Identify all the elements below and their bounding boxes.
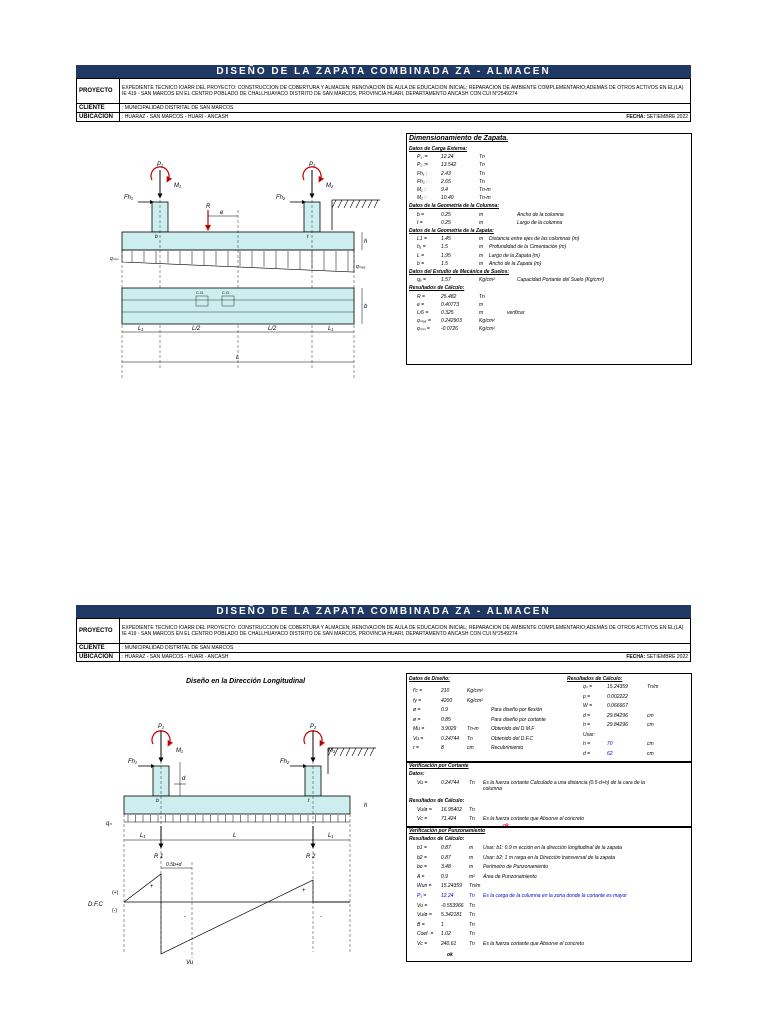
columna-unit: m xyxy=(479,211,484,218)
section-zapata: Datos de la Geometría de la Zapata: xyxy=(409,228,494,234)
punz-desc: Usar: b2: 1 m rarga en la Dirección transversal de la zapata xyxy=(483,854,616,861)
label-fh2-b: Fh₂ xyxy=(280,759,290,765)
zapata-desc: Profundidad de la Cimentación (m) xyxy=(489,244,567,251)
ok-badge-2: ok xyxy=(447,952,453,958)
label-plus: (+) xyxy=(112,890,119,896)
datos-value: 0.24744 xyxy=(441,735,460,742)
label-d: d xyxy=(182,776,186,782)
zapata-unit: m xyxy=(479,244,484,251)
columna-desc: Largo de la columna xyxy=(517,219,563,226)
carga-key: P₂ := xyxy=(417,162,428,169)
label-r1: R 1 xyxy=(154,854,164,860)
carga-key: Fh₁ : xyxy=(417,170,428,177)
punching-check-panel xyxy=(406,826,692,962)
section-columna: Datos de la Geometría de la Columna: xyxy=(409,203,500,210)
resultados-key: qₘᵢₙ = xyxy=(417,326,430,333)
dimension-panel xyxy=(406,133,692,365)
cortante-res-key: Vc = xyxy=(417,816,428,822)
zapata-desc: Ancho de la Zapata (m) xyxy=(489,260,542,267)
res-value: 62 xyxy=(607,750,613,757)
label-cg2: C.G. xyxy=(222,290,231,295)
section-datos: Datos de Diseño: xyxy=(409,676,450,682)
punz-value: -0.553966 xyxy=(441,902,464,909)
label-t-b: t xyxy=(308,798,310,804)
datos-value: 4200 xyxy=(441,697,453,704)
panel-title: Dimensionamiento de Zapata. xyxy=(409,135,509,142)
punz-value: 3.48 xyxy=(441,864,451,871)
resultados-value: -0.0726 xyxy=(441,326,458,333)
label-h: h xyxy=(364,239,368,245)
cliente-label: CLIENTE xyxy=(77,104,120,113)
res-value: 0.002222 xyxy=(607,693,628,700)
columna-unit: m xyxy=(479,219,484,226)
resultados-key: L/6 = xyxy=(417,310,429,316)
datos-desc: Obtenido del D.F.C xyxy=(491,735,534,742)
res-value: 15.24359 xyxy=(607,684,628,690)
cliente-label-2: CLIENTE xyxy=(77,644,120,653)
punz-unit: Tn xyxy=(469,931,475,938)
label-p1: P₁ xyxy=(157,162,163,168)
label-l: L xyxy=(236,355,240,361)
res-value: 29.84296 xyxy=(607,712,628,719)
ok-badge-1: ok xyxy=(503,823,509,829)
label-p2: P₂ xyxy=(309,162,316,168)
resultados-unit: m xyxy=(479,301,484,308)
suelos-desc: Capacidad Portante del Suelo (Kg/cm²) xyxy=(517,277,604,284)
label-m2-b: M₂ xyxy=(328,748,336,754)
punz-key: P₁ = xyxy=(417,893,427,899)
columna-key: b = xyxy=(417,211,425,218)
resultados-desc: verificar xyxy=(507,310,525,316)
label-h-b: h xyxy=(364,803,368,809)
design-data-panel xyxy=(406,673,692,763)
fecha-value-2: SETIEMBRE 2022 xyxy=(646,654,688,660)
res-unit: cm xyxy=(647,722,654,728)
label-cg1: C.G. xyxy=(196,290,205,295)
punz-value: 0.87 xyxy=(441,845,451,851)
carga-value: 13.542 xyxy=(441,162,457,169)
fecha-label-2: FECHA: xyxy=(626,654,646,660)
suelos-value: 1.57 xyxy=(441,277,451,284)
zapata-key: b = xyxy=(417,260,425,267)
label-dist: 0.5b+d xyxy=(166,862,182,868)
label-minus: (-) xyxy=(112,908,117,914)
columna-value: 0.25 xyxy=(441,219,451,226)
label-b-plan: b xyxy=(364,304,368,310)
cortante-res-key: Vu/ø = xyxy=(417,807,432,813)
resultados-key: R = xyxy=(417,293,425,300)
proyecto-text-2: EXPEDIENTE TECNICO IOARR DEL PROYECTO: CONSTRUCCION DE COBERTURA Y ALMACEN; RENOVACION DE AULA DE EDUCACION INICIAL; REPARACION DE AMBIENTE COMPLEMENTARIO;ADEMÁS DE OTROS ACTIVOS EN EL(LA) IE 419 - SAN MARCOS EN EL CENTRO POBLADO DE CHALLHUAYACO DISTRITO DE SAN MARCOS, PROVINCIA HUARI, DEPARTAMENTO ANCASH CON CUI N°2549274 xyxy=(120,619,691,644)
sign-plus-1: + xyxy=(150,884,154,890)
punz-unit: m² xyxy=(469,873,475,880)
res-unit: cm xyxy=(647,741,654,747)
header-table xyxy=(76,78,691,122)
label-r2: R 2 xyxy=(306,854,316,860)
label-dfc: D.F.C xyxy=(88,902,103,908)
res-key: Usar: xyxy=(583,731,595,738)
carga-key: M₂ : xyxy=(417,195,426,202)
zapata-unit: m xyxy=(479,252,484,259)
zapata-value: 1.5 xyxy=(441,260,448,267)
punz-value: 0.9 xyxy=(441,873,448,880)
proyecto-label: PROYECTO xyxy=(77,79,120,104)
carga-key: P₁ := xyxy=(417,154,428,161)
datos-desc: Obtenido del D.M.F xyxy=(491,726,535,732)
carga-unit: Tn xyxy=(479,162,485,169)
cortante-key: Vu = xyxy=(417,780,428,786)
res-key: h = xyxy=(583,722,591,728)
resultados-key: qₘₐₓ = xyxy=(417,318,431,325)
punz-value: 240.61 xyxy=(441,941,457,947)
zapata-key: L1 = xyxy=(417,236,427,243)
longitudinal-design-diagram xyxy=(88,722,388,1012)
res-value: 70 xyxy=(607,741,613,747)
cortante-desc: Es la fuerza cortante Calculado a una distancia (0.5·d+h) de la cara de la columna xyxy=(483,780,645,792)
label-l1-c: L₁ xyxy=(140,833,146,839)
resultados-unit: Kg/cm² xyxy=(479,318,495,325)
datos-value: 8 xyxy=(441,745,444,751)
punz-key: Wun = xyxy=(417,883,432,890)
sheet-title-2: DISEÑO DE LA ZAPATA COMBINADA ZA - ALMACEN xyxy=(76,605,691,618)
res-key: h = xyxy=(583,741,591,747)
label-fh1: Fh₁ xyxy=(124,195,133,201)
punz-unit: Tn xyxy=(469,902,475,909)
datos-unit: cm xyxy=(467,745,474,751)
punz-key: b1 = xyxy=(417,845,427,851)
datos-desc: Para diseño por flexión xyxy=(491,707,543,713)
res-value: 0.066667 xyxy=(607,703,628,709)
fecha-label: FECHA: xyxy=(626,114,646,120)
res-key: qₙ = xyxy=(583,684,593,690)
datos-key: ø = xyxy=(413,707,421,713)
sheet-title: DISEÑO DE LA ZAPATA COMBINADA ZA - ALMACEN xyxy=(76,65,691,78)
punz-key: A = xyxy=(417,873,425,880)
label-qmin: qₘᵢₙ xyxy=(110,256,119,262)
zapata-value: 1.5 xyxy=(441,244,448,251)
label-fh1-b: Fh₁ xyxy=(128,759,137,765)
carga-unit: Tn xyxy=(479,178,485,185)
punz-unit: Tn xyxy=(469,941,475,947)
cliente-text: : MUNICIPALIDAD DISTRITAL DE SAN MARCOS xyxy=(120,104,691,113)
resultados-unit: Tn xyxy=(479,293,485,300)
cliente-text-2: : MUNICIPALIDAD DISTRITAL DE SAN MARCOS xyxy=(120,644,691,653)
resultados-unit: m xyxy=(479,310,484,316)
zapata-unit: m xyxy=(479,236,484,243)
punz-key: bo = xyxy=(417,864,427,871)
section-resultados: Resultados de Cálculo: xyxy=(409,285,465,292)
sign-plus-2: + xyxy=(302,888,306,894)
sheet-2 xyxy=(76,605,691,662)
carga-value: 2.43 xyxy=(441,170,451,177)
punz-key: B = xyxy=(417,921,425,928)
datos-value: 3.9029 xyxy=(441,726,457,732)
label-l1: L₁ xyxy=(138,326,144,332)
label-qmax: qₘₐₓ xyxy=(356,264,366,270)
punz-key: Vu/ø = xyxy=(417,912,432,919)
punz-unit: Tn xyxy=(469,921,475,928)
shear-check-panel xyxy=(406,761,692,828)
datos-key: fy = xyxy=(413,697,422,704)
punz-res-label: Resultados de Cálculo: xyxy=(409,836,465,842)
sheet-1 xyxy=(76,65,691,122)
carga-key: Fh₂ : xyxy=(417,178,428,185)
carga-value: 9.4 xyxy=(441,187,448,193)
longitudinal-title: Diseño en la Dirección Longitudinal xyxy=(186,678,306,685)
datos-key: f'c = xyxy=(413,688,423,694)
res-unit: cm xyxy=(647,712,654,719)
ubicacion-text: : HUARAZ - SAN MARCOS - HUARI - ANCASH xyxy=(122,114,229,120)
cortante-res-label: Resultados de Cálculo: xyxy=(409,798,465,804)
punz-desc: Usar: b1: 0.9 m ección en la dirección longitudinal de la zapata xyxy=(483,845,622,851)
datos-value: 0.85 xyxy=(441,716,451,723)
zapata-key: h₁ = xyxy=(417,244,426,251)
carga-value: 2.65 xyxy=(441,178,451,185)
datos-value: 210 xyxy=(441,688,450,694)
punz-value: 5.342181 xyxy=(441,912,462,919)
datos-key: r = xyxy=(413,745,419,751)
section-carga: Datos de Carga Externa: xyxy=(409,146,468,152)
res-key: d = xyxy=(583,712,591,719)
label-p1-b: P₁ xyxy=(158,724,164,730)
label-l2-a: L/2 xyxy=(192,326,201,332)
punz-desc: Es la carga de la columna en la zona donde la cortante es mayor xyxy=(483,893,627,899)
punz-desc: Área de Punzonamiento xyxy=(483,873,537,880)
label-m2: M₂ xyxy=(326,183,334,189)
footing-dimension-diagram xyxy=(110,150,390,390)
proyecto-text: EXPEDIENTE TECNICO IOARR DEL PROYECTO: CONSTRUCCION DE COBERTURA Y ALMACEN; RENOVACION DE AULA DE EDUCACION INICIAL; REPARACION DE AMBIENTE COMPLEMENTARIO;ADEMÁS DE OTROS ACTIVOS EN EL(LA) IE 419 - SAN MARCOS EN EL CENTRO POBLADO DE CHALLHUAYACO DISTRITO DE SAN MARCOS, PROVINCIA HUARI, DEPARTAMENTO ANCASH CON CUI N°2549274 xyxy=(120,79,691,104)
res-key: W = xyxy=(583,703,593,709)
label-m1-b: M₁ xyxy=(176,748,183,754)
section-cortante: Verificación por Cortante xyxy=(409,763,469,769)
res-unit: cm xyxy=(647,750,654,757)
carga-value: 10.40 xyxy=(441,195,454,202)
label-t: t xyxy=(307,234,309,240)
label-b: b xyxy=(155,234,158,240)
datos-key: Mu = xyxy=(413,726,425,732)
resultados-value: 25.482 xyxy=(441,293,457,300)
label-l2-b: L/2 xyxy=(268,326,277,332)
res-value: 29.84296 xyxy=(607,722,628,728)
punz-value: 1 xyxy=(441,921,444,928)
label-b-b: b xyxy=(156,798,159,804)
carga-key: M₁ : xyxy=(417,187,426,193)
zapata-value: 1.45 xyxy=(441,236,451,243)
punz-unit: Tn xyxy=(469,893,475,899)
columna-desc: Ancho de la columna xyxy=(517,211,564,218)
ubicacion-text-2: : HUARAZ - SAN MARCOS - HUARI - ANCASH xyxy=(122,654,229,660)
cortante-datos-label: Datos: xyxy=(409,771,425,777)
zapata-desc: Largo de la Zapata (m) xyxy=(489,252,540,259)
resultados-unit: Kg/cm² xyxy=(479,326,495,333)
header-table-2 xyxy=(76,618,691,662)
resultados-value: 0.40773 xyxy=(441,301,460,308)
cortante-res-value: 16.95402 xyxy=(441,807,462,813)
carga-unit: Tn xyxy=(479,154,485,161)
label-m1: M₁ xyxy=(174,183,181,189)
cortante-res-desc: Es la fuerza cortante que Absorve el concreto xyxy=(483,816,584,822)
section-res: Resultados de Cálculo: xyxy=(567,676,623,682)
sign-minus-1: - xyxy=(184,914,186,920)
proyecto-label-2: PROYECTO xyxy=(77,619,120,644)
ubicacion-label-2: UBICACIÓN xyxy=(77,653,120,662)
columna-value: 0.25 xyxy=(441,211,451,218)
res-key: p = xyxy=(583,693,591,700)
punz-unit: m xyxy=(469,864,474,871)
punz-key: Vu = xyxy=(417,902,428,909)
section-punz: Verificación por Punzonamiento xyxy=(409,828,486,834)
label-l-c: L xyxy=(233,833,237,839)
punz-value: 12.24 xyxy=(441,893,454,899)
zapata-value: 1.95 xyxy=(441,252,451,259)
carga-unit: Tn-m xyxy=(479,187,491,193)
label-fh2: Fh₂ xyxy=(276,195,286,201)
zapata-unit: m xyxy=(479,260,484,267)
punz-value: 0.87 xyxy=(441,854,451,861)
zapata-key: L = xyxy=(417,252,424,259)
ubicacion-label: UBICACIÓN xyxy=(77,113,120,122)
punz-value: 15.24359 xyxy=(441,883,462,890)
resultados-value: 0.242903 xyxy=(441,318,462,325)
punz-unit: m xyxy=(469,854,474,861)
resultados-key: e = xyxy=(417,301,425,308)
label-r: R xyxy=(206,204,211,210)
res-unit: Tn/m xyxy=(647,684,659,690)
label-p2-b: P₂ xyxy=(310,724,317,730)
carga-unit: Tn xyxy=(479,170,485,177)
shear-diagram xyxy=(124,874,350,954)
datos-desc: Recubrimiento xyxy=(491,745,524,751)
carga-unit: Tn-m xyxy=(479,195,491,202)
sign-minus-2: - xyxy=(320,914,322,920)
punz-desc: Perímetro de Punzonamiento xyxy=(483,864,549,871)
datos-key: Vu = xyxy=(413,735,424,742)
cortante-value: 0.24744 xyxy=(441,780,460,786)
datos-desc: Para diseño por cortante xyxy=(491,716,546,723)
punz-unit: m xyxy=(469,845,474,851)
label-e: e xyxy=(220,210,224,216)
datos-unit: Tn xyxy=(467,735,473,742)
zapata-desc: Distancia entre ejes de las columnas (m) xyxy=(489,236,580,243)
columna-key: t = xyxy=(417,219,423,226)
section-suelos: Datos del Estudio de Mecánica de Suelos: xyxy=(409,269,510,275)
punz-key: Vc = xyxy=(417,941,428,947)
res-key: d = xyxy=(583,750,591,757)
punz-key: Coef. = xyxy=(417,931,434,938)
datos-unit: Tn-m xyxy=(467,726,479,732)
punz-key: b2 = xyxy=(417,854,427,861)
cortante-res-unit: Tn xyxy=(469,816,475,822)
datos-unit: Kg/cm² xyxy=(467,697,483,704)
carga-value: 12.24 xyxy=(441,154,454,161)
fecha-value: SETIEMBRE 2022 xyxy=(646,114,688,120)
label-qn: qₙ xyxy=(106,821,112,827)
datos-unit: Kg/cm² xyxy=(467,688,483,694)
cortante-unit: Tn xyxy=(469,780,475,786)
label-vu: Vu xyxy=(186,960,194,966)
datos-key: ø = xyxy=(413,716,421,723)
resultados-value: 0.325 xyxy=(441,310,454,316)
punz-unit: Tn xyxy=(469,912,475,919)
label-l1-d: L₁ xyxy=(328,833,334,839)
punz-desc: Es la fuerza cortante que Absorve el concreto xyxy=(483,941,584,947)
punz-unit: Tn/m xyxy=(469,883,481,890)
footing-plan xyxy=(122,288,354,324)
label-l1-b: L₁ xyxy=(328,326,334,332)
punz-value: 1.02 xyxy=(441,931,451,938)
suelos-key: qₐ = xyxy=(417,277,426,284)
cortante-res-unit: Tn xyxy=(469,807,475,813)
datos-value: 0.9 xyxy=(441,707,448,713)
cortante-res-value: 71.424 xyxy=(441,816,457,822)
suelos-unit: Kg/cm² xyxy=(479,277,495,284)
